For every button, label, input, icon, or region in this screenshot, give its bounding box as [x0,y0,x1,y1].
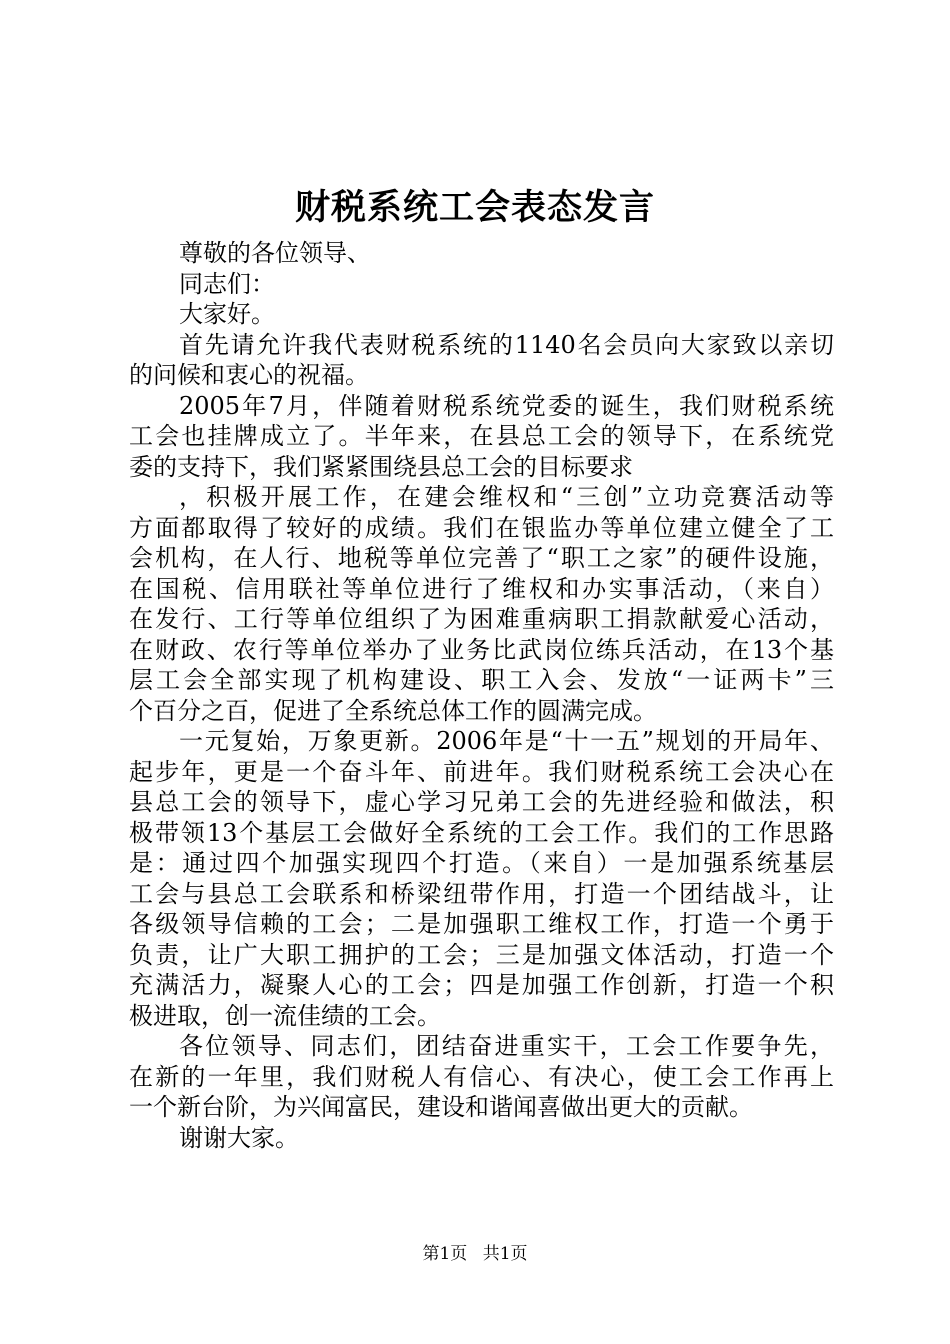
page-footer [0,1242,950,1266]
body-line: 是：通过四个加强实现四个打造。（来自）一是加强系统基层 [129,849,834,877]
body-line: 谢谢大家。 [179,1123,299,1152]
body-line: 在新的一年里，我们财税人有信心、有决心，使工会工作再上 [129,1062,834,1091]
body-line: 极进取，创一流佳绩的工会。 [129,1001,441,1030]
body-line: 在发行、工行等单位组织了为困难重病职工捐款献爱心活动， [129,605,834,633]
page-total: 共1页 [482,1244,528,1264]
body-line: 方面都取得了较好的成绩。我们在银监办等单位建立健全了工 [129,513,834,542]
body-line: 个百分之百，促进了全系统总体工作的圆满完成。 [129,696,657,725]
body-line: 极带领13个基层工会做好全系统的工会工作。我们的工作思路 [129,818,834,847]
body-line: 层工会全部实现了机构建设、职工入会、发放“一证两卡”三 [129,666,834,694]
page-number: 第1页 [422,1244,468,1264]
body-line: 负责，让广大职工拥护的工会；三是加强文体活动，打造一个 [129,940,834,969]
body-line: 一元复始，万象更新。2006年是“十一五”规划的开局年、 [179,727,834,755]
body-line: 同志们： [179,269,275,298]
body-line: 工会也挂牌成立了。半年来，在县总工会的领导下，在系统党 [129,422,834,450]
body-line: 委的支持下，我们紧紧围绕县总工会的目标要求 [129,452,633,481]
body-line: 大家好。 [179,300,275,328]
body-line: 2005年7月，伴随着财税系统党委的诞生，我们财税系统 [179,391,834,420]
body-line: 各位领导、同志们，团结奋进重实干，工会工作要争先， [179,1032,834,1060]
body-line: 会机构，在人行、地税等单位完善了“职工之家”的硬件设施， [129,544,834,572]
body-line: 工会与县总工会联系和桥梁纽带作用，打造一个团结战斗，让 [129,879,834,908]
body-line: 首先请允许我代表财税系统的1140名会员向大家致以亲切 [179,330,834,359]
body-line: 起步年，更是一个奋斗年、前进年。我们财税系统工会决心在 [129,757,834,786]
body-line: 充满活力，凝聚人心的工会；四是加强工作创新，打造一个积 [129,971,834,999]
body-line: 尊敬的各位领导、 [179,239,371,267]
body-line: 在国税、信用联社等单位进行了维权和办实事活动，（来自） [129,574,834,603]
document-title: 财税系统工会表态发言 [294,187,655,228]
document-body [129,238,834,1153]
body-line: ，积极开展工作，在建会维权和“三创”立功竞赛活动等 [179,483,834,511]
body-line: 各级领导信赖的工会；二是加强职工维权工作，打造一个勇于 [129,910,834,938]
body-line: 在财政、农行等单位举办了业务比武岗位练兵活动，在13个基 [129,635,834,664]
body-line: 县总工会的领导下，虚心学习兄弟工会的先进经验和做法，积 [129,788,834,816]
body-line: 一个新台阶，为兴闻富民，建设和谐闻喜做出更大的贡献。 [129,1093,753,1121]
body-line: 的问候和衷心的祝福。 [129,361,369,389]
